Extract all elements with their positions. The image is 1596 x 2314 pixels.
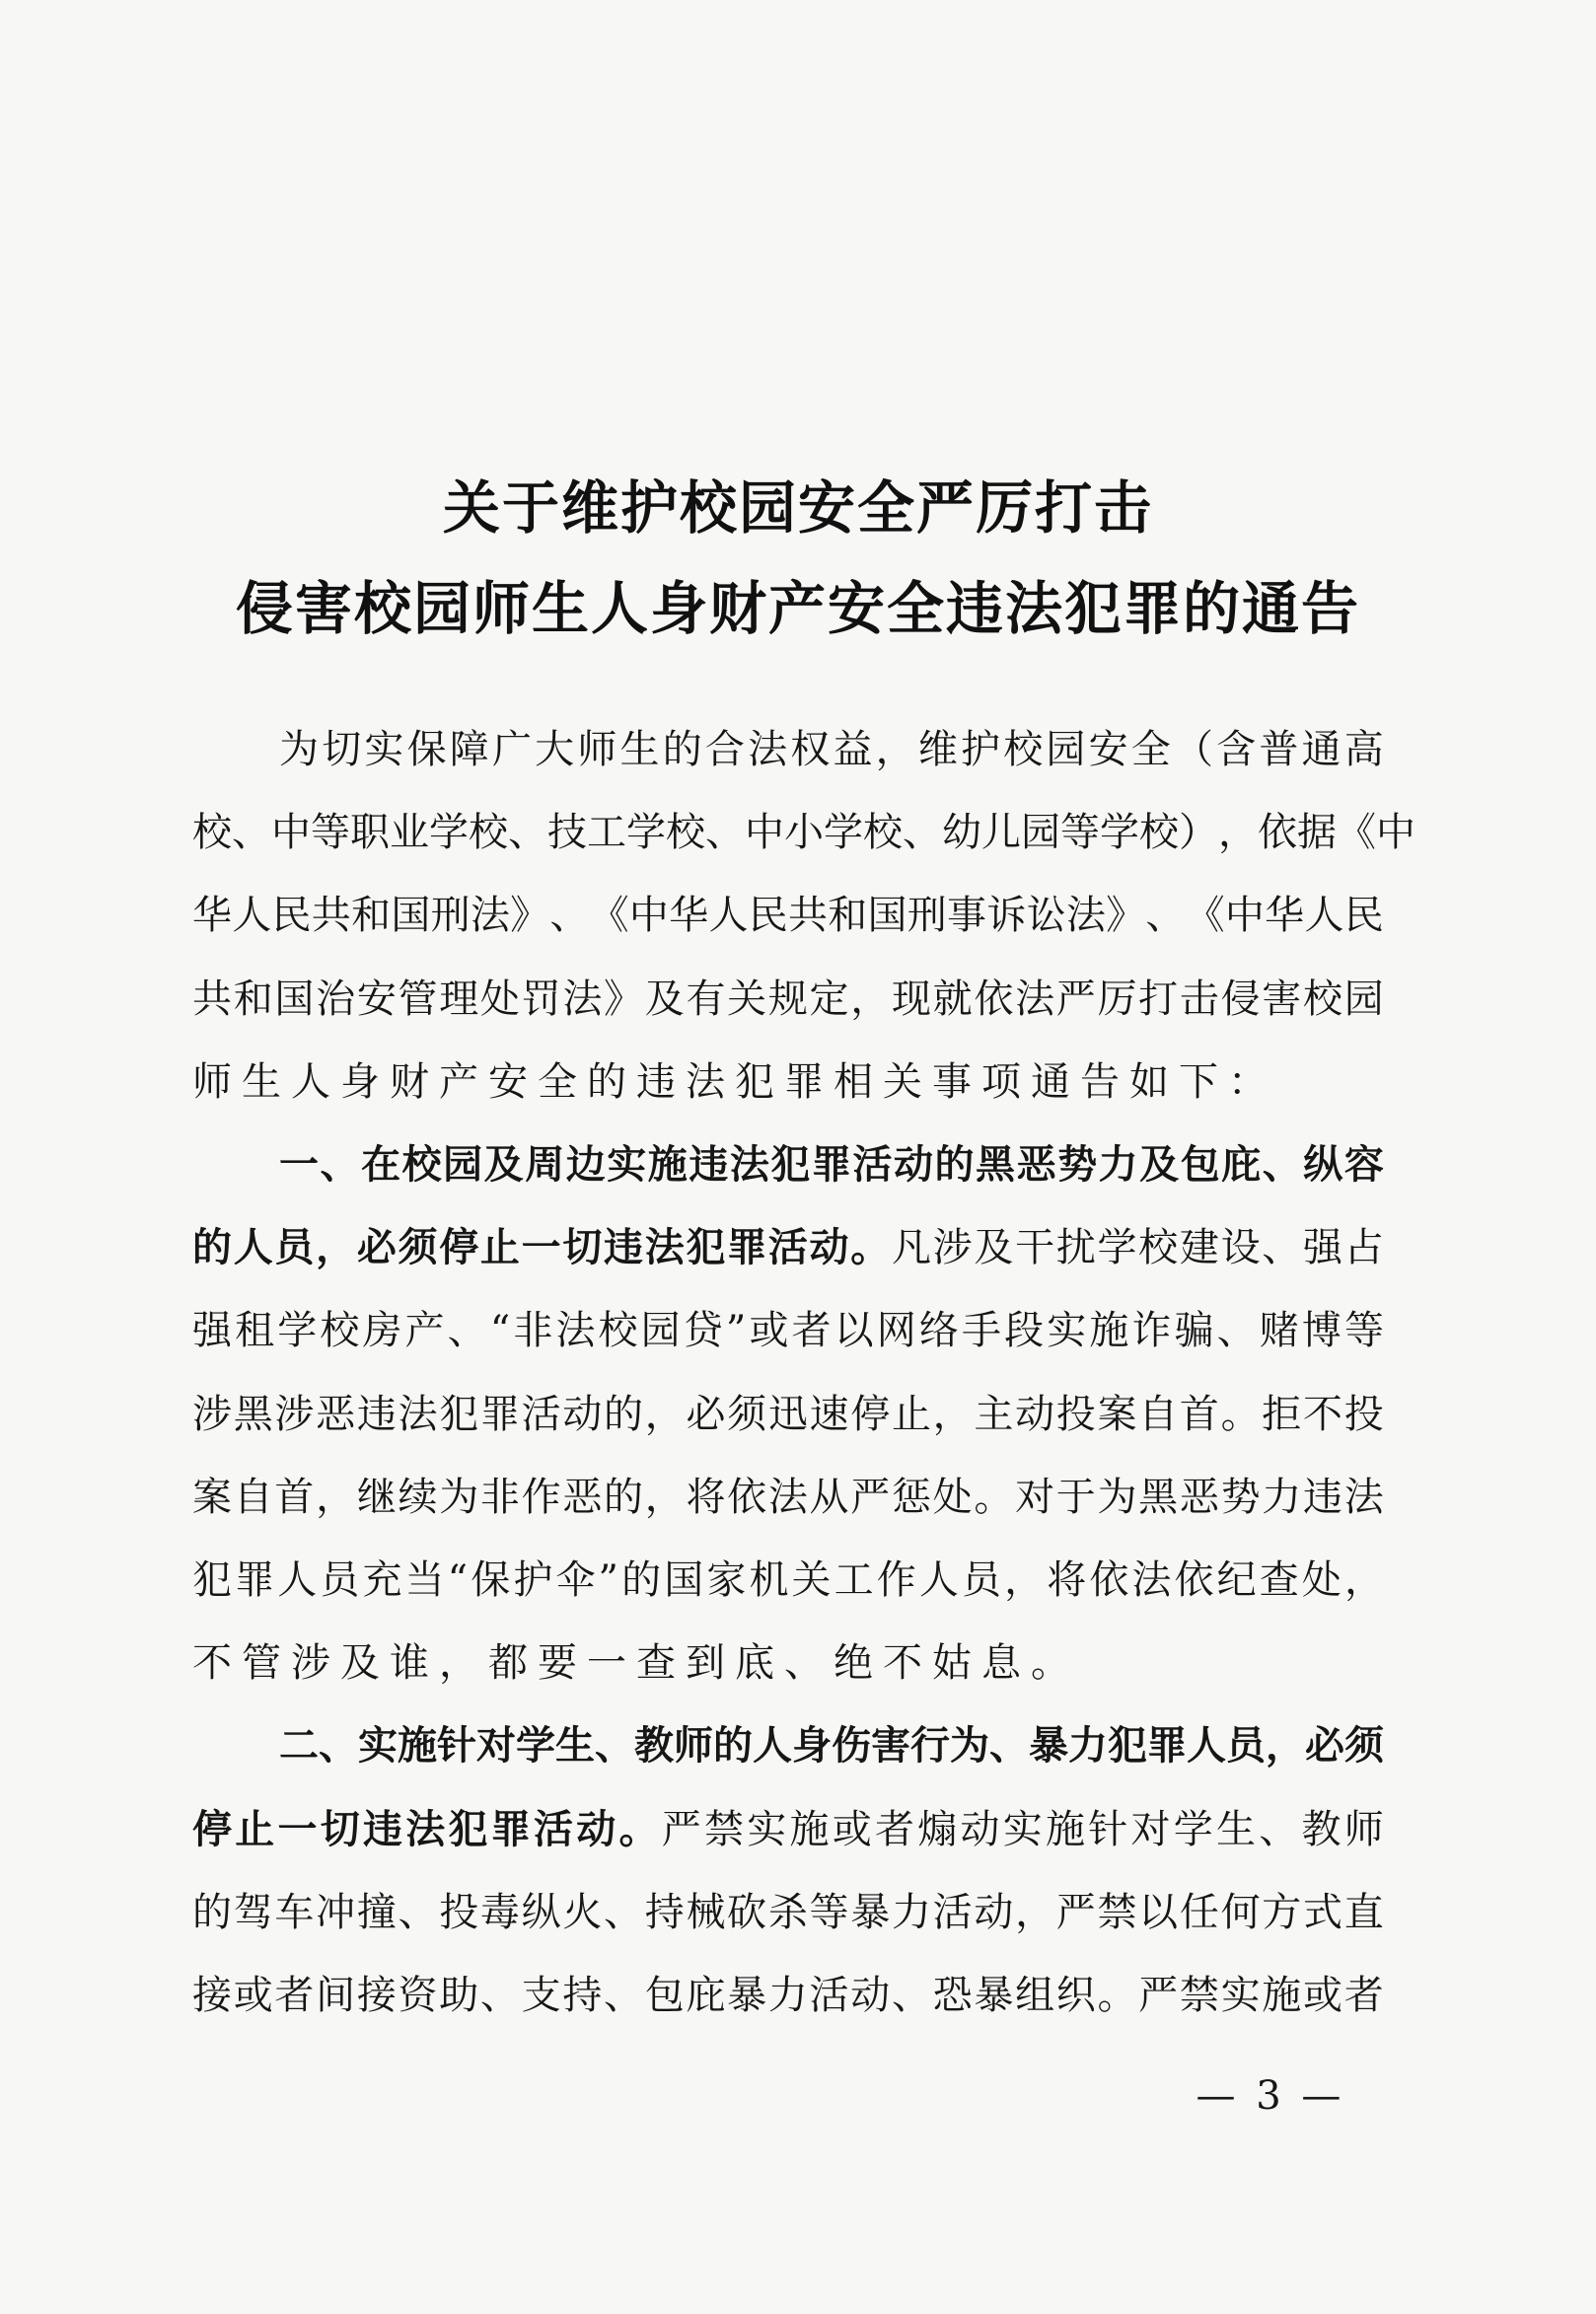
body-line: 犯 罪 人 员 充 当 “ 保 护 伞 ” 的 国 家 机 关 工 作 人 员 ， 将 依 法 依 纪 查 处 ， bbox=[192, 1557, 1384, 1603]
notice-title-line-1: 关于维护校园安全严厉打击 bbox=[442, 474, 1153, 542]
body-line: 强 租 学 校 房 产 、 “ 非 法 校 园 贷 ” 或 者 以 网 络 手 段 实 施 诈 骗 、 赌 博 等 bbox=[192, 1308, 1384, 1354]
body-line: 涉 黑 涉 恶 违 法 犯 罪 活 动 的 ， 必 须 迅 速 停 止 ， 主 动 投 案 自 首 。 拒 不 投 bbox=[192, 1391, 1384, 1437]
page-number: — 3 — bbox=[1196, 2073, 1345, 2119]
body-line: 的 人 员 ， 必 须 停 止 一 切 违 法 犯 罪 活 动 。 凡 涉 及 干 扰 学 校 建 设 、 强 占 bbox=[192, 1225, 1384, 1271]
notice-title-line-2: 侵害校园师生人身财产安全违法犯罪的通告 bbox=[235, 575, 1360, 642]
body-line: 案 自 首 ， 继 续 为 非 作 恶 的 ， 将 依 法 从 严 惩 处 。 对 于 为 黑 恶 势 力 违 法 bbox=[192, 1474, 1384, 1520]
body-line: 的 驾 车 冲 撞 、 投 毒 纵 火 、 持 械 砍 杀 等 暴 力 活 动 ， 严 禁 以 任 何 方 式 直 bbox=[192, 1889, 1384, 1935]
body-line: 一 、 在 校 园 及 周 边 实 施 违 法 犯 罪 活 动 的 黑 恶 势 力 及 包 庇 、 纵 容 bbox=[279, 1142, 1384, 1188]
body-line: 共 和 国 治 安 管 理 处 罚 法 》 及 有 关 规 定 ， 现 就 依 法 严 厉 打 击 侵 害 校 园 bbox=[192, 976, 1384, 1022]
body-line: 接 或 者 间 接 资 助 、 支 持 、 包 庇 暴 力 活 动 、 恐 暴 组 织 。 严 禁 实 施 或 者 bbox=[192, 1973, 1384, 2018]
body-line: 校 、 中 等 职 业 学 校 、 技 工 学 校 、 中 小 学 校 、 幼 儿 园 等 学 校 ） ， 依 据 《 中 bbox=[192, 810, 1415, 856]
body-line: 为 切 实 保 障 广 大 师 生 的 合 法 权 益 ， 维 护 校 园 安 全 （ 含 普 通 高 bbox=[279, 727, 1384, 772]
body-line: 师 生 人 身 财 产 安 全 的 违 法 犯 罪 相 关 事 项 通 告 如 下 ： bbox=[192, 1058, 1277, 1105]
body-line: 二 、 实 施 针 对 学 生 、 教 师 的 人 身 伤 害 行 为 、 暴 力 犯 罪 人 员 ， 必 须 bbox=[279, 1723, 1384, 1770]
body-line: 华 人 民 共 和 国 刑 法 》 、 《 中 华 人 民 共 和 国 刑 事 诉 讼 法 》 、 《 中 华 人 民 bbox=[192, 893, 1384, 939]
body-line: 停 止 一 切 违 法 犯 罪 活 动 。 严 禁 实 施 或 者 煽 动 实 施 针 对 学 生 、 教 师 bbox=[192, 1806, 1384, 1852]
body-line: 不 管 涉 及 谁 ， 都 要 一 查 到 底 、 绝 不 姑 息 。 bbox=[192, 1640, 1080, 1687]
